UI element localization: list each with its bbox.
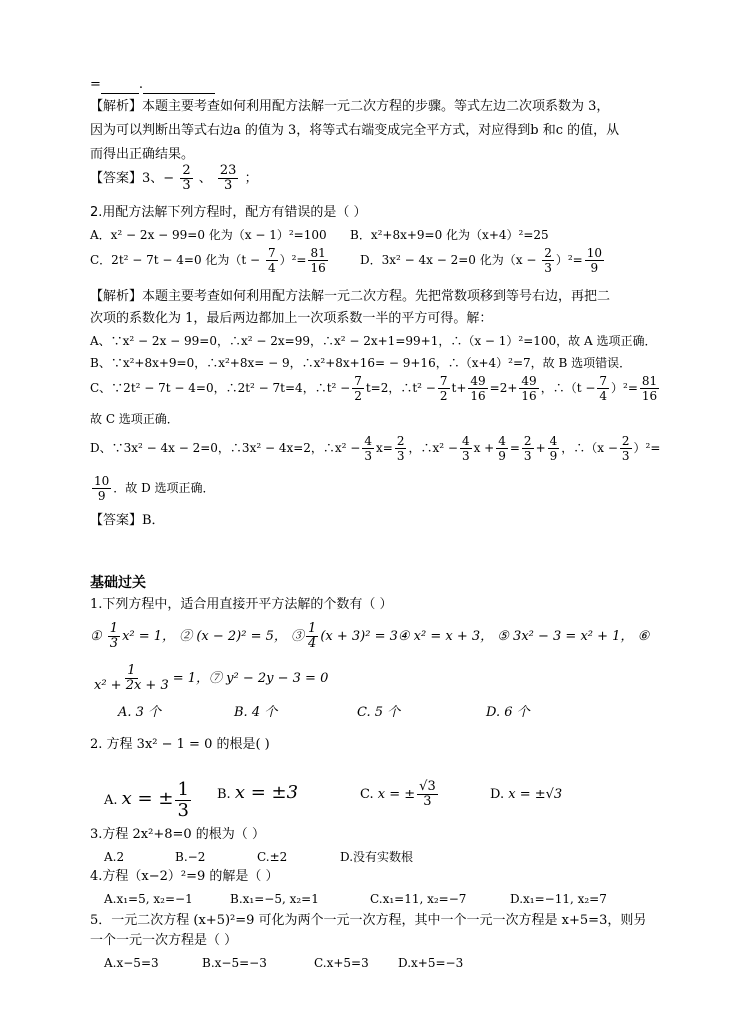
frac-num: 1 — [109, 621, 119, 636]
frac — [496, 434, 508, 463]
frac-den: 4 — [308, 636, 317, 651]
answer1-frac1 — [180, 164, 192, 193]
b4-option-d: D.x₁=−11, x₂=7 — [510, 892, 607, 906]
text: ．故 D 选项正确． — [113, 481, 215, 495]
frac — [542, 246, 554, 275]
text: C、∵2t² − 7t − 4=0，∴2t² − 7t=4，∴t² − — [90, 381, 351, 395]
frac — [92, 664, 171, 693]
analysis2-line2: 次项的系数化为 1，最后两边都加上一次项系数一半的平方可得。解： — [90, 311, 493, 326]
frac-den: 9 — [590, 261, 599, 275]
frac-den: 16 — [521, 389, 537, 403]
frac-den: 4 — [599, 389, 608, 403]
text: = — [509, 441, 520, 455]
b3-option-b: B.−2 — [175, 850, 206, 864]
text: ⑥ — [637, 629, 650, 644]
frac-num: 1 — [177, 779, 189, 800]
b5-option-b: B.x−5=−3 — [202, 956, 267, 970]
frac-num: 4 — [498, 434, 506, 448]
blank-dot: . — [138, 77, 144, 92]
frac-den: 9 — [97, 489, 106, 503]
frac-den: x² + 2x + 3 — [94, 678, 169, 693]
text: (x + 3)² = 3④ x² = x + 3， — [320, 629, 494, 644]
frac-den: 3 — [461, 449, 470, 463]
frac-den: 3 — [396, 449, 405, 463]
frac-den: 3 — [621, 449, 630, 463]
frac-num: 2 — [544, 246, 552, 260]
answer1 — [90, 164, 258, 193]
frac — [468, 374, 487, 403]
b5-option-a: A.x−5=3 — [104, 956, 159, 970]
frac — [352, 374, 364, 403]
end-mark: ； — [244, 171, 258, 186]
frac — [108, 622, 120, 651]
text: ，∴（x − — [561, 441, 618, 455]
frac-num: 2 — [182, 163, 191, 178]
text: ）²= — [611, 381, 638, 395]
analysis1-line1: 【解析】本题主要考查如何利用配方法解一元二次方程的步骤。等式左边二次项系数为 3， — [90, 99, 610, 114]
frac — [522, 434, 534, 463]
b3-option-d: D.没有实数根 — [340, 850, 414, 864]
frac-den: 3 — [177, 800, 189, 821]
text: + — [535, 441, 546, 455]
b2-stem: 2. 方程 3x² − 1 = 0 的根是( ) — [90, 737, 270, 752]
frac — [266, 246, 278, 275]
frac — [175, 780, 190, 821]
b1-equations-row1 — [90, 622, 649, 651]
frac-num: 7 — [599, 374, 608, 388]
text: ，∴x² − — [408, 441, 458, 455]
text: = 1，⑦ y² − 2y − 3 = 0 — [172, 671, 329, 686]
frac-num: 7 — [354, 374, 362, 388]
frac — [308, 246, 327, 275]
text: ① — [90, 629, 102, 644]
frac-num: 4 — [461, 434, 470, 448]
q2-option-a: A．x² − 2x − 99=0 化为（x − 1）²=100 — [90, 228, 327, 242]
frac — [640, 374, 659, 403]
opt-text: ）²= — [555, 253, 583, 267]
section-title: 基础过关 — [90, 575, 146, 591]
b2-option-d — [490, 786, 562, 804]
text: x= — [376, 441, 393, 455]
frac-num: 7 — [439, 374, 448, 388]
b4-option-a: A.x₁=5, x₂=−1 — [104, 892, 193, 906]
frac-num: 49 — [521, 374, 537, 388]
text: ，∴（t − — [540, 381, 596, 395]
frac — [597, 374, 609, 403]
b5-option-c: C.x+5=3 — [314, 956, 369, 970]
b2-option-b — [217, 784, 298, 804]
frac-num: √3 — [419, 779, 436, 794]
frac — [460, 434, 472, 463]
frac-den: 3 — [423, 794, 432, 809]
frac-den: 3 — [109, 636, 119, 651]
analysis2-line1: 【解析】本题主要考查如何利用配方法解一元二次方程。先把常数项移到等号右边，再把二 — [90, 289, 611, 304]
frac-num: 4 — [549, 434, 558, 448]
frac-num: 1 — [127, 663, 136, 678]
q2-option-d — [360, 246, 606, 275]
text: t=2，∴t² − — [365, 381, 436, 395]
q2-option-c — [90, 246, 330, 275]
b1-option-b: B. 4 个 — [234, 705, 278, 720]
frac-num: 1 — [308, 621, 317, 636]
frac-num: 23 — [219, 163, 237, 178]
frac-num: 2 — [523, 434, 532, 448]
analysis1-line2: 因为可以判断出等式右边a 的值为 3，将等式右端变成完全平方式，对应得到b 和c 的值，从 — [90, 123, 620, 138]
b2-option-c — [360, 780, 440, 809]
frac-num: 49 — [470, 374, 486, 388]
b5-stem-line1: 5．一元二次方程 (x+5)²=9 可化为两个一元一次方程，其中一个一元一次方程是 x+5=3，则另 — [90, 913, 647, 928]
answer1-frac2 — [218, 164, 239, 193]
b1-equations-row2 — [90, 664, 328, 693]
answer-blank-2 — [143, 81, 215, 94]
text: =2+ — [489, 381, 518, 395]
frac-den: 9 — [549, 449, 558, 463]
opt-text: ）²= — [279, 253, 307, 267]
frac-den: 16 — [641, 389, 658, 403]
opt-text: C．2t² − 7t − 4=0 化为（t − — [90, 253, 261, 267]
separator: 、 — [198, 171, 212, 186]
frac-num: 2 — [621, 434, 630, 448]
frac-num: 10 — [94, 474, 110, 488]
opt-text: D．3x² − 4x − 2=0 化为（x − — [360, 253, 537, 267]
analysis2-line-d — [90, 434, 660, 463]
frac-num: 81 — [641, 374, 658, 388]
b4-option-b: B.x₁=−5, x₂=1 — [230, 892, 319, 906]
text: D、∵3x² − 4x − 2=0，∴3x² − 4x=2，∴x² − — [90, 441, 361, 455]
frac-den: 3 — [182, 178, 191, 193]
text: x + — [473, 441, 495, 455]
analysis2-line-a: A、∵x² − 2x − 99=0，∴x² − 2x=99，∴x² − 2x+1=99+1，∴（x − 1）²=100，故 A 选项正确． — [90, 334, 657, 348]
frac — [362, 434, 374, 463]
frac-den: 3 — [364, 449, 373, 463]
analysis2-line-b: B、∵x²+8x+9=0，∴x²+8x= − 9，∴x²+8x+16= − 9+16，∴（x+4）²=7，故 B 选项错误． — [90, 356, 632, 370]
b3-option-a: A.2 — [104, 850, 125, 864]
q1-tail — [90, 76, 215, 94]
b1-option-d: D. 6 个 — [486, 705, 530, 720]
frac — [585, 246, 604, 275]
frac — [306, 622, 318, 651]
q2-stem: 2.用配方法解下列方程时，配方有错误的是（ ） — [90, 205, 367, 220]
text: t+ — [451, 381, 467, 395]
analysis2-line-c — [90, 374, 661, 403]
b4-stem: 4.方程（x−2）²=9 的解是（ ） — [90, 869, 279, 884]
text: B. — [217, 787, 231, 802]
frac-den: 16 — [470, 389, 486, 403]
frac-den: 2 — [354, 389, 362, 403]
text: C. — [360, 787, 374, 802]
frac — [395, 434, 407, 463]
b5-option-d: D.x+5=−3 — [398, 956, 464, 970]
text: ③ — [291, 629, 305, 644]
frac-den: 3 — [523, 449, 532, 463]
b1-option-a: A. 3 个 — [118, 705, 162, 720]
frac — [620, 434, 632, 463]
text: ② (x − 2)² = 5， — [179, 629, 287, 644]
analysis2-line-c-end: 故 C 选项正确． — [90, 412, 179, 426]
text: A. — [104, 793, 118, 808]
frac — [548, 434, 560, 463]
b4-option-c: C.x₁=11, x₂=−7 — [370, 892, 467, 906]
frac-num: 81 — [310, 246, 326, 260]
text: ）²= — [633, 441, 661, 455]
b3-stem: 3.方程 2x²+8=0 的根为（ ） — [90, 827, 265, 842]
frac-den: 9 — [498, 449, 506, 463]
frac-den: 3 — [544, 261, 552, 275]
text: x = ± — [121, 788, 174, 809]
b3-option-c: C.±2 — [257, 850, 288, 864]
frac-num: 2 — [396, 434, 405, 448]
text: D. — [490, 787, 505, 802]
b5-stem-line2: 一个一元一次方程是（ ） — [90, 933, 238, 948]
text: x = ±3 — [234, 782, 299, 803]
b2-option-a — [104, 780, 193, 821]
frac-den: 2 — [439, 389, 448, 403]
frac — [417, 780, 438, 809]
q2-option-b: B．x²+8x+9=0 化为（x+4）²=25 — [350, 228, 549, 242]
b1-option-c: C. 5 个 — [357, 705, 401, 720]
text: x² = 1， — [122, 629, 176, 644]
frac-num: 10 — [586, 246, 603, 260]
frac — [519, 374, 538, 403]
b1-stem: 1.下列方程中，适合用直接开平方法解的个数有（ ） — [90, 597, 393, 612]
frac-den: 4 — [267, 261, 276, 275]
analysis1-line3: 而得出正确结果。 — [90, 147, 195, 162]
answer1-label: 【答案】3、− — [90, 171, 175, 186]
text: ⑤ 3x² − 3 = x² + 1， — [497, 629, 634, 644]
answer2: 【答案】B． — [90, 513, 165, 528]
analysis2-line-d-end — [90, 474, 215, 503]
answer-blank — [101, 81, 139, 94]
text: x = ± — [377, 787, 416, 802]
frac-num: 7 — [267, 246, 276, 260]
frac-den: 16 — [310, 261, 326, 275]
frac-den: 3 — [224, 178, 233, 193]
equals-sign: = — [90, 77, 101, 92]
frac — [438, 374, 450, 403]
text: x = ±√3 — [508, 787, 563, 802]
frac — [92, 474, 111, 503]
frac-num: 4 — [364, 434, 373, 448]
